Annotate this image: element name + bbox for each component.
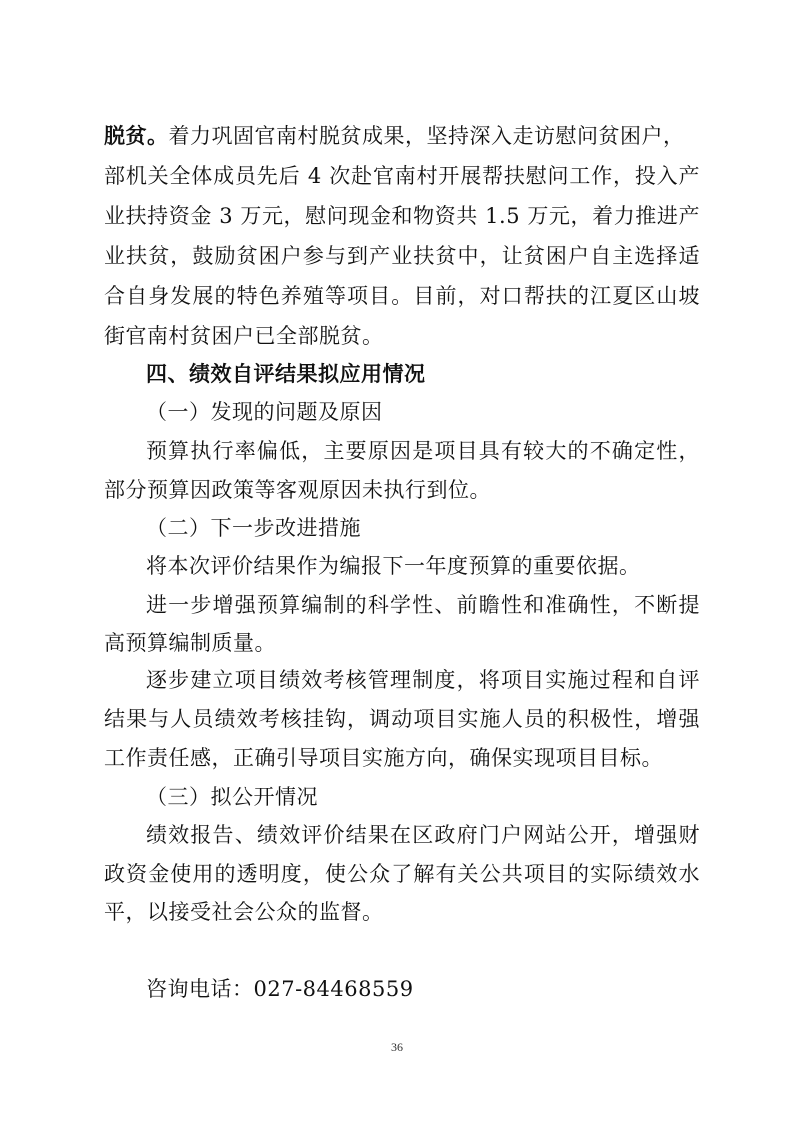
paragraph-line: 工作责任感，正确引导项目实施方向，确保实现项目目标。 bbox=[104, 746, 663, 770]
paragraph-line: 将本次评价结果作为编报下一年度预算的重要依据。 bbox=[146, 554, 641, 578]
subsection-heading: （二）下一步改进措施 bbox=[146, 516, 361, 540]
paragraph-line: 结果与人员绩效考核挂钩，调动项目实施人员的积极性，增强 bbox=[104, 707, 700, 731]
paragraph-line: 街官南村贫困户已全部脱贫。 bbox=[104, 324, 384, 348]
section-heading: 四、绩效自评结果拟应用情况 bbox=[146, 362, 426, 386]
subsection-heading: （一）发现的问题及原因 bbox=[146, 400, 383, 424]
contact-phone: 咨询电话：027-84468559 bbox=[146, 977, 414, 1001]
paragraph-line: 业扶贫，鼓励贫困户参与到产业扶贫中，让贫困户自主选择适 bbox=[104, 244, 700, 268]
paragraph-line: 预算执行率偏低，主要原因是项目具有较大的不确定性， bbox=[146, 439, 700, 463]
paragraph-line: 绩效报告、绩效评价结果在区政府门户网站公开，增强财 bbox=[146, 823, 700, 847]
paragraph-line: 政资金使用的透明度，使公众了解有关公共项目的实际绩效水 bbox=[104, 862, 700, 886]
paragraph-line: 部机关全体成员先后 4 次赴官南村开展帮扶慰问工作，投入产 bbox=[104, 164, 700, 188]
subsection-heading: （三）拟公开情况 bbox=[146, 785, 318, 809]
paragraph-line: 业扶持资金 3 万元，慰问现金和物资共 1.5 万元，着力推进产 bbox=[104, 204, 700, 228]
paragraph-line: 逐步建立项目绩效考核管理制度，将项目实施过程和自评 bbox=[146, 668, 700, 692]
paragraph-lead: 脱贫。 bbox=[104, 124, 169, 148]
paragraph-line: 进一步增强预算编制的科学性、前瞻性和准确性，不断提 bbox=[146, 593, 700, 617]
paragraph-line: 合自身发展的特色养殖等项目。目前，对口帮扶的江夏区山坡 bbox=[104, 284, 700, 308]
paragraph-line bbox=[104, 121, 700, 151]
paragraph-text: 着力巩固官南村脱贫成果，坚持深入走访慰问贫困户， bbox=[168, 124, 685, 148]
paragraph-line: 部分预算因政策等客观原因未执行到位。 bbox=[104, 478, 491, 502]
paragraph-line: 平，以接受社会公众的监督。 bbox=[104, 900, 384, 924]
page-number: 36 bbox=[391, 1040, 403, 1054]
paragraph-line: 高预算编制质量。 bbox=[104, 631, 276, 655]
